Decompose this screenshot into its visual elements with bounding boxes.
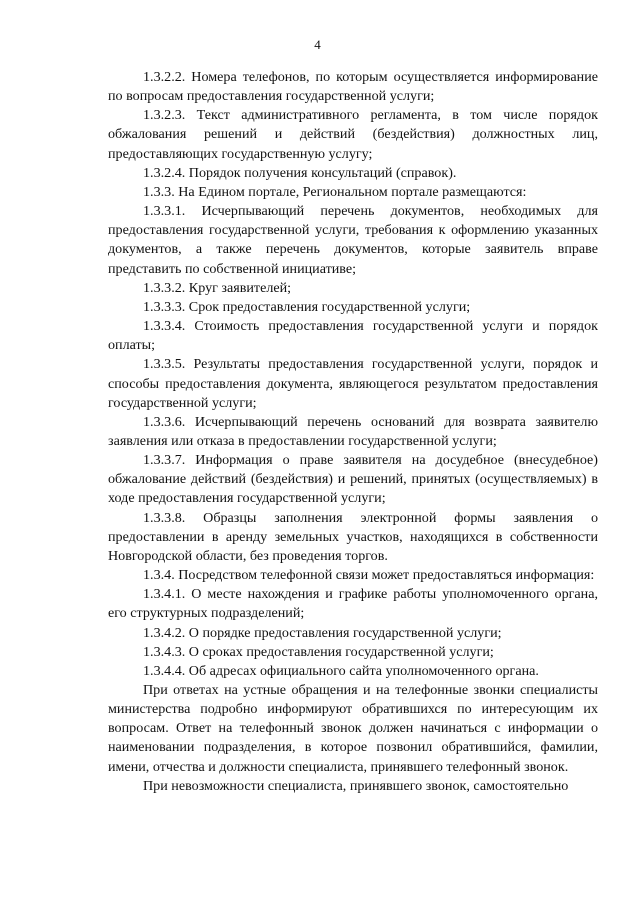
paragraph-1-3-3-5: 1.3.3.5. Результаты предоставления государственной услуги, порядок и способы предоставления документа, являющегося результатом предоставления государственной услуги; [108,356,598,411]
paragraph-1-3-2-3: 1.3.2.3. Текст административного регламента, в том числе порядок обжалования решений и действий (бездействия) должностных лиц, предоставляющих государственную услугу; [108,107,598,162]
paragraph-1-3-2-2: 1.3.2.2. Номера телефонов, по которым осуществляется информирование по вопросам предоставления государственной услуги; [108,69,598,105]
paragraph-continuation: При невозможности специалиста, принявшего звонок, самостоятельно [143,777,569,794]
paragraph-1-3-3-7: 1.3.3.7. Информация о праве заявителя на досудебное (внесудебное) обжалование действий (бездействия) и решений, принятых (осуществляемых) в ходе предоставления государственной услуги; [108,452,598,507]
paragraph-1-3-4-3: 1.3.4.3. О сроках предоставления государственной услуги; [143,643,494,660]
page-number: 4 [314,37,321,52]
paragraph-1-3-3-3: 1.3.3.3. Срок предоставления государственной услуги; [143,298,471,315]
paragraph-1-3-2-4: 1.3.2.4. Порядок получения консультаций (справок). [143,164,457,181]
paragraph-oral-requests: При ответах на устные обращения и на телефонные звонки специалисты министерства подробно информируют обратившихся по интересующим их вопросам. Ответ на телефонный звонок должен начинаться с информации о наименовании подразделения, в которое позвонил обратившийся, фамилии, имени, отчества и должности специалиста, принявшего телефонный звонок. [108,682,598,775]
paragraph-1-3-4-2: 1.3.4.2. О порядке предоставления государственной услуги; [143,624,502,641]
paragraph-1-3-4: 1.3.4. Посредством телефонной связи может предоставляться информация: [143,567,595,584]
paragraph-1-3-3: 1.3.3. На Едином портале, Региональном портале размещаются: [143,183,527,200]
paragraph-1-3-4-1: 1.3.4.1. О месте нахождения и графике работы уполномоченного органа, его структурных подразделений; [108,586,598,622]
paragraph-1-3-3-4: 1.3.3.4. Стоимость предоставления государственной услуги и порядок оплаты; [108,318,598,354]
paragraph-1-3-3-6: 1.3.3.6. Исчерпывающий перечень оснований для возврата заявителю заявления или отказа в предоставлении государственной услуги; [108,413,598,449]
paragraph-1-3-3-2: 1.3.3.2. Круг заявителей; [143,279,292,296]
paragraph-1-3-4-4: 1.3.4.4. Об адресах официального сайта уполномоченного органа. [143,662,539,679]
paragraph-1-3-3-8: 1.3.3.8. Образцы заполнения электронной формы заявления о предоставлении в аренду земельных участков, находящихся в собственности Новгородской области, без проведения торгов. [108,509,598,564]
document-body [108,68,598,796]
paragraph-1-3-3-1: 1.3.3.1. Исчерпывающий перечень документов, необходимых для предоставления государственной услуги, требования к оформлению указанных документов, а также перечень документов, которые заявитель вправе представить по собственной инициативе; [108,203,598,277]
